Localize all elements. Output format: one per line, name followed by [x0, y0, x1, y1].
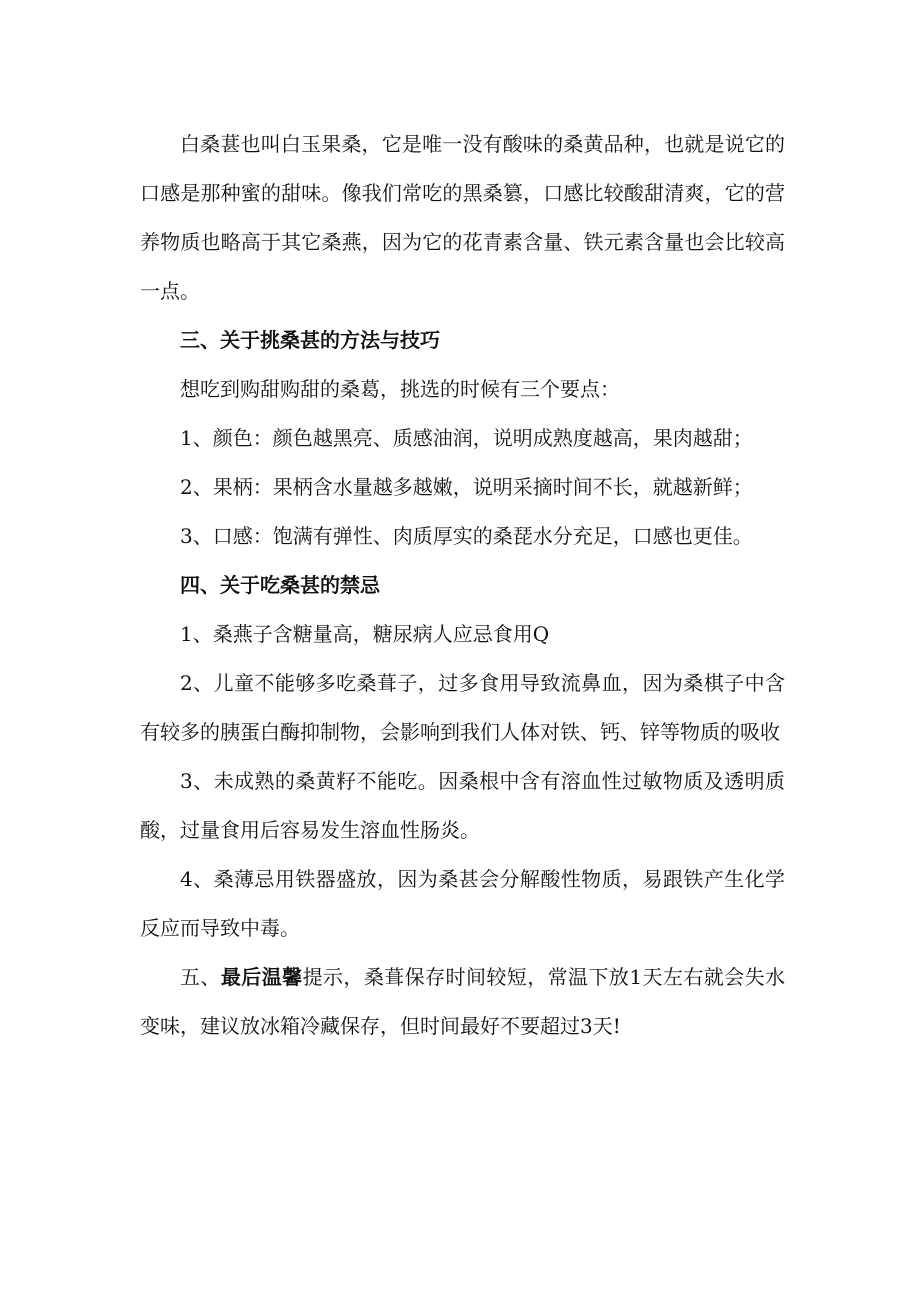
paragraph-final-tip: [140, 953, 785, 1051]
final-tip-text: 提示，桑葺保存时间较短，常温下放1天左右就会失水变味，建议放冰箱冷藏保存，但时间最好不要超过3天!: [140, 965, 786, 1038]
list-item-tip-stem: 2、果柄：果柄含水量越多越嫩，说明采摘时间不长，就越新鲜；: [180, 475, 753, 499]
list-item-taboo-iron: 4、桑薄忌用铁器盛放，因为桑甚会分解酸性物质，易跟铁产生化学反应而导致中毒。: [140, 867, 785, 940]
paragraph-white-mulberry: 白桑葚也叫白玉果桑，它是唯一没有酸味的桑黄品种，也就是说它的口感是那种蜜的甜味。像我们常吃的黑桑篡，口感比较酸甜清爽，它的营养物质也略高于其它桑燕，因为它的花青素含量、铁元素含量也会比较高一点。: [140, 132, 785, 303]
final-tip-bold: 最后温馨: [220, 965, 303, 989]
list-item-taboo-children: 2、儿童不能够多吃桑葺子，过多食用导致流鼻血，因为桑棋子中含有较多的胰蛋白酶抑制物，会影响到我们人体对铁、钙、锌等物质的吸收: [140, 671, 785, 744]
list-item-tip-color: 1、颜色：颜色越黑亮、质感油润，说明成熟度越高，果肉越甜；: [180, 426, 753, 450]
list-item-taboo-sugar: 1、桑燕子含糖量高，糖尿病人应忌食用Q: [180, 622, 550, 646]
list-item-tip-texture: 3、口感：饱满有弹性、肉质厚实的桑琵水分充足，口感也更佳。: [180, 524, 753, 548]
final-tip-prefix: 五、: [180, 965, 221, 989]
document-body: [140, 120, 785, 1051]
section-heading-taboos: 四、关于吃桑甚的禁忌: [180, 573, 380, 597]
paragraph-selection-intro: 想吃到购甜购甜的桑葛，挑选的时候有三个要点：: [180, 377, 620, 401]
list-item-taboo-unripe: 3、未成熟的桑黄籽不能吃。因桑根中含有溶血性过敏物质及透明质酸，过量食用后容易发生溶血性肠炎。: [140, 769, 785, 842]
section-heading-selection-tips: 三、关于挑桑甚的方法与技巧: [180, 328, 440, 352]
